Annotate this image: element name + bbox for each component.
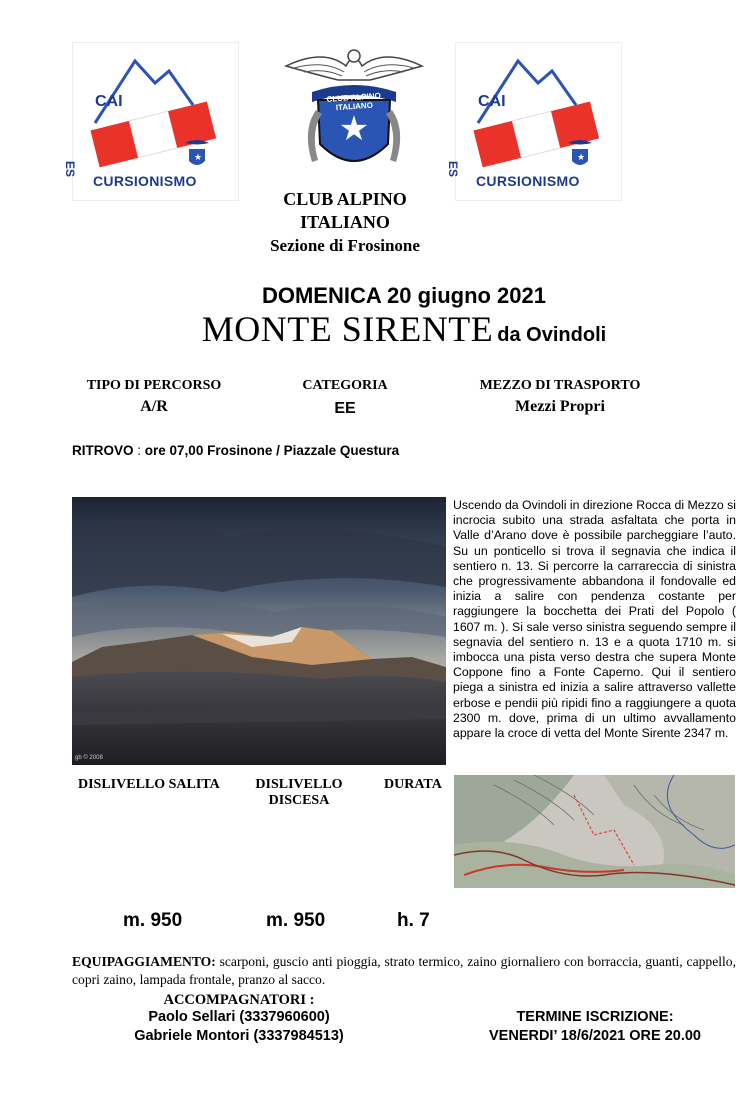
cai-escursionismo-logo-right [446, 42, 622, 201]
topographic-map-icon [454, 775, 735, 888]
event-date: DOMENICA 20 giugno 2021 [261, 283, 546, 308]
org-name-line2: ITALIANO [300, 212, 390, 232]
event-title-row [0, 308, 750, 350]
durata-label: DURATA [384, 777, 442, 792]
dislivello-salita-value: m. 950 [123, 910, 183, 931]
logo-left-cursionismo-text: CURSIONISMO [93, 173, 197, 189]
dislivello-discesa-value: m. 950 [266, 910, 326, 931]
svg-text:★: ★ [194, 153, 203, 163]
svg-text:★: ★ [338, 109, 370, 149]
categoria-value: EE [334, 400, 356, 417]
mezzo-trasporto-label: MEZZO DI TRASPORTO [479, 378, 641, 393]
event-title-suffix: da Ovindoli [497, 324, 607, 346]
cai-escursionismo-logo-left [63, 42, 239, 201]
logo-right-cursionismo-text: CURSIONISMO [476, 173, 580, 189]
tipo-percorso-value: A/R [140, 398, 168, 415]
section-name: Sezione di Frosinone [270, 236, 420, 255]
org-name-line1: CLUB ALPINO [283, 189, 407, 209]
event-title: MONTE SIRENTE [201, 309, 494, 349]
logo-right-es-text: ES [446, 161, 460, 178]
logo-left-cai-text: CAI [95, 93, 123, 110]
photo-credit: gb © 2008 [75, 755, 103, 761]
mezzo-trasporto-value: Mezzi Propri [515, 398, 605, 415]
ritrovo-label: RITROVO [72, 443, 134, 458]
mountain-photo [72, 497, 446, 765]
leader-1: Paolo Sellari (3337960600) [148, 1009, 330, 1025]
route-description: Uscendo da Ovindoli in direzione Rocca di Mezzo si incrocia subito una strada asfaltata che porta in Valle d’Arano dove è possibile parcheggiare l’auto. Su un ponticello si trova il segnavia che indica il sentiero n. 13. Si percorre la carrareccia di sinistra che progressivamente abbandona il fondovalle ed inizia a salire con pendenza costante per raggiungere la bocchetta dei Prati del Popolo ( 1607 m. ). Si sale verso sinistra seguendo sempre il segnavia del sentiero n. 13 e a quota 1710 m. si imbocca una pista verso destra che supera Monte Coppone fino a Fonte Caperno. Qui il sentiero piega a sinistra ed inizia a salire attraverso vallette erbose e pendii più ripidi fino a raggiungere a quota 2300 m. dove, prima di un ultimo avvallamento appare la croce di vetta del Monte Sirente 2347 m. [453, 498, 736, 741]
equipment-paragraph [72, 953, 736, 989]
durata-value: h. 7 [397, 910, 430, 931]
dislivello-discesa-label-line2: DISCESA [268, 793, 330, 808]
dislivello-salita-label: DISLIVELLO SALITA [78, 777, 220, 792]
org-header [240, 188, 450, 257]
registration-deadline: VENERDI’ 18/6/2021 ORE 20.00 [489, 1028, 701, 1044]
ritrovo-line [72, 443, 399, 458]
route-map-image [454, 775, 735, 888]
eagle-shield-icon [284, 40, 424, 188]
equipment-text: scarponi, guscio anti pioggia, strato termico, zaino giornaliero con borraccia, guanti, cappello, copri zaino, lampada frontale, pranzo al sacco. [72, 954, 736, 987]
equipment-label: EQUIPAGGIAMENTO: [72, 954, 216, 969]
dislivello-discesa-label-line1: DISLIVELLO [255, 777, 343, 792]
dislivello-discesa-label [240, 777, 358, 809]
categoria-label: CATEGORIA [302, 378, 388, 393]
registration-label: TERMINE ISCRIZIONE: [516, 1009, 674, 1025]
ritrovo-value: ore 07,00 Frosinone / Piazzale Questura [144, 443, 400, 458]
svg-text:★: ★ [577, 153, 586, 163]
leader-2: Gabriele Montori (3337984513) [134, 1028, 344, 1044]
logo-left-es-text: ES [63, 161, 77, 178]
tipo-percorso-label: TIPO DI PERCORSO [86, 378, 222, 393]
cai-club-emblem [284, 40, 424, 188]
logo-right-cai-text: CAI [478, 93, 506, 110]
ritrovo-separator: : [133, 443, 145, 458]
leaders-label: ACCOMPAGNATORI : [163, 992, 315, 1008]
mountain-landscape-image [72, 497, 446, 765]
emblem-banner-text: CLUB ALPINO ITALIANO [326, 91, 382, 113]
